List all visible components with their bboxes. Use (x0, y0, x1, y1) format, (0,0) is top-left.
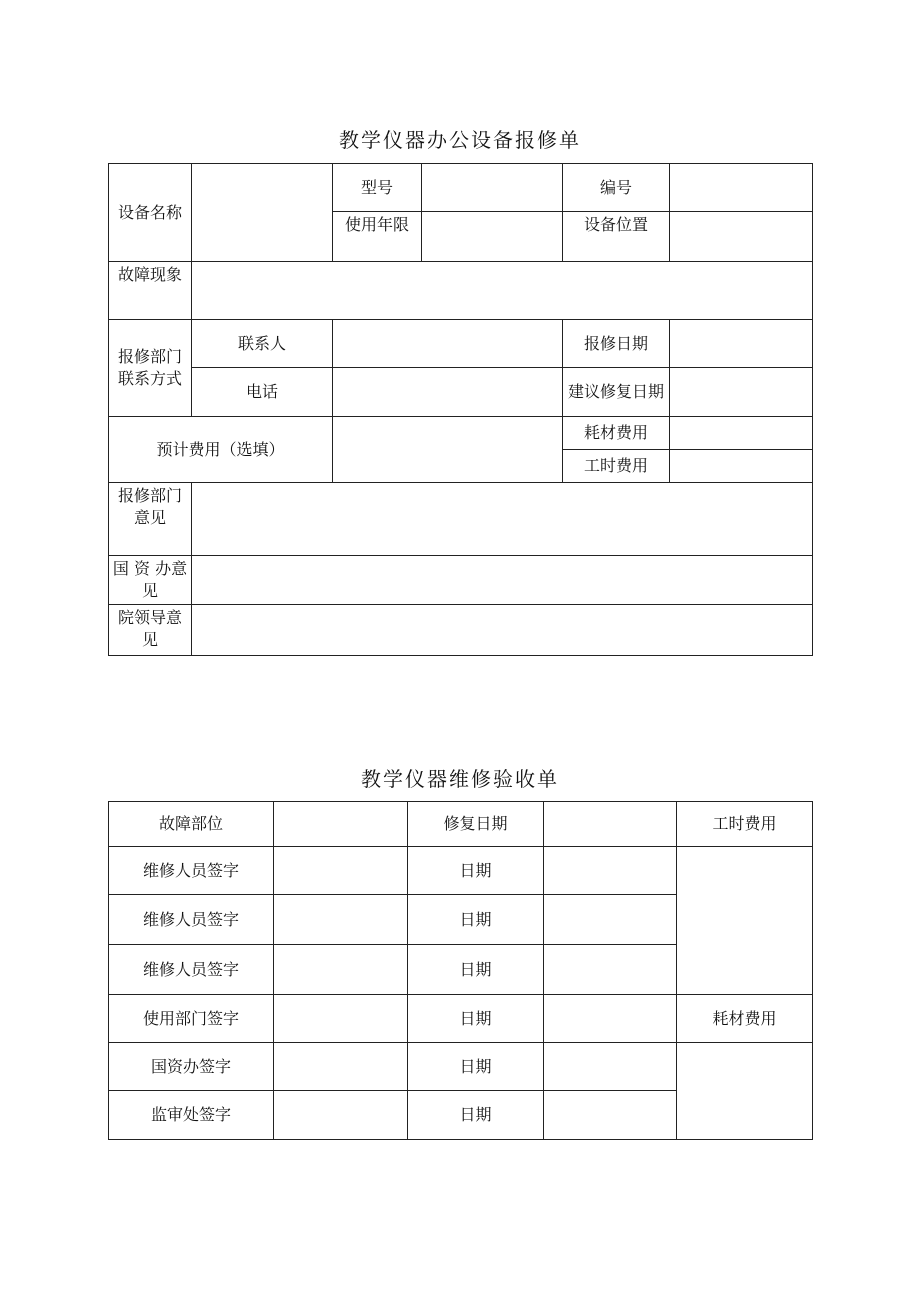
signature-field[interactable] (274, 847, 408, 895)
labor-cost-label: 工时费用 (563, 450, 670, 483)
contact-person-field[interactable] (333, 320, 563, 368)
row-label: 维修人员签字 (109, 847, 274, 895)
material-cost-label: 耗材费用 (563, 417, 670, 450)
date-label: 日期 (408, 895, 544, 945)
date-label: 日期 (408, 1043, 544, 1091)
signature-field[interactable] (274, 945, 408, 995)
signature-field[interactable] (274, 895, 408, 945)
location-field[interactable] (670, 212, 813, 262)
labor-cost-field[interactable] (670, 450, 813, 483)
row-label: 国资办签字 (109, 1043, 274, 1091)
repair-acceptance-table (108, 801, 813, 1140)
model-label: 型号 (333, 164, 422, 212)
signature-field[interactable] (274, 995, 408, 1043)
phone-label: 电话 (192, 368, 333, 417)
suggested-date-label: 建议修复日期 (563, 368, 670, 417)
number-field[interactable] (670, 164, 813, 212)
asset-office-opinion-label: 国 资 办意见 (109, 556, 192, 605)
repair-form-title: 教学仪器办公设备报修单 (339, 128, 581, 152)
fault-field[interactable] (192, 262, 813, 320)
date-label: 日期 (408, 847, 544, 895)
date-field[interactable] (544, 945, 677, 995)
labor-cost-label: 工时费用 (677, 802, 813, 847)
acceptance-form-title: 教学仪器维修验收单 (361, 767, 559, 791)
leader-opinion-field[interactable] (192, 605, 813, 656)
date-field[interactable] (544, 1043, 677, 1091)
date-label: 日期 (408, 995, 544, 1043)
date-field[interactable] (544, 895, 677, 945)
dept-opinion-field[interactable] (192, 483, 813, 556)
years-used-label: 使用年限 (333, 212, 422, 262)
estimated-cost-field[interactable] (333, 417, 563, 483)
date-field[interactable] (544, 1091, 677, 1140)
repair-request-table (108, 163, 813, 656)
row-label: 使用部门签字 (109, 995, 274, 1043)
report-date-label: 报修日期 (563, 320, 670, 368)
material-cost-field[interactable] (670, 417, 813, 450)
fault-part-label: 故障部位 (109, 802, 274, 847)
row-label: 监审处签字 (109, 1091, 274, 1140)
row-label: 维修人员签字 (109, 895, 274, 945)
model-field[interactable] (422, 164, 563, 212)
phone-field[interactable] (333, 368, 563, 417)
signature-field[interactable] (274, 1043, 408, 1091)
repair-date-field[interactable] (544, 802, 677, 847)
number-label: 编号 (563, 164, 670, 212)
row-label: 维修人员签字 (109, 945, 274, 995)
repair-date-label: 修复日期 (408, 802, 544, 847)
location-label: 设备位置 (563, 212, 670, 262)
leader-opinion-label: 院领导意见 (109, 605, 192, 656)
contact-person-label: 联系人 (192, 320, 333, 368)
asset-office-opinion-field[interactable] (192, 556, 813, 605)
date-field[interactable] (544, 995, 677, 1043)
dept-opinion-label: 报修部门意见 (109, 483, 192, 556)
material-cost-field[interactable] (677, 1043, 813, 1140)
device-name-label: 设备名称 (109, 164, 192, 262)
dept-contact-label: 报修部门联系方式 (109, 320, 192, 417)
device-name-field[interactable] (192, 164, 333, 262)
suggested-date-field[interactable] (670, 368, 813, 417)
years-used-field[interactable] (422, 212, 563, 262)
signature-field[interactable] (274, 1091, 408, 1140)
fault-label: 故障现象 (109, 262, 192, 320)
fault-part-field[interactable] (274, 802, 408, 847)
material-cost-label: 耗材费用 (677, 995, 813, 1043)
report-date-field[interactable] (670, 320, 813, 368)
date-label: 日期 (408, 1091, 544, 1140)
date-label: 日期 (408, 945, 544, 995)
labor-cost-field[interactable] (677, 847, 813, 995)
date-field[interactable] (544, 847, 677, 895)
estimated-cost-label: 预计费用（选填） (109, 417, 333, 483)
